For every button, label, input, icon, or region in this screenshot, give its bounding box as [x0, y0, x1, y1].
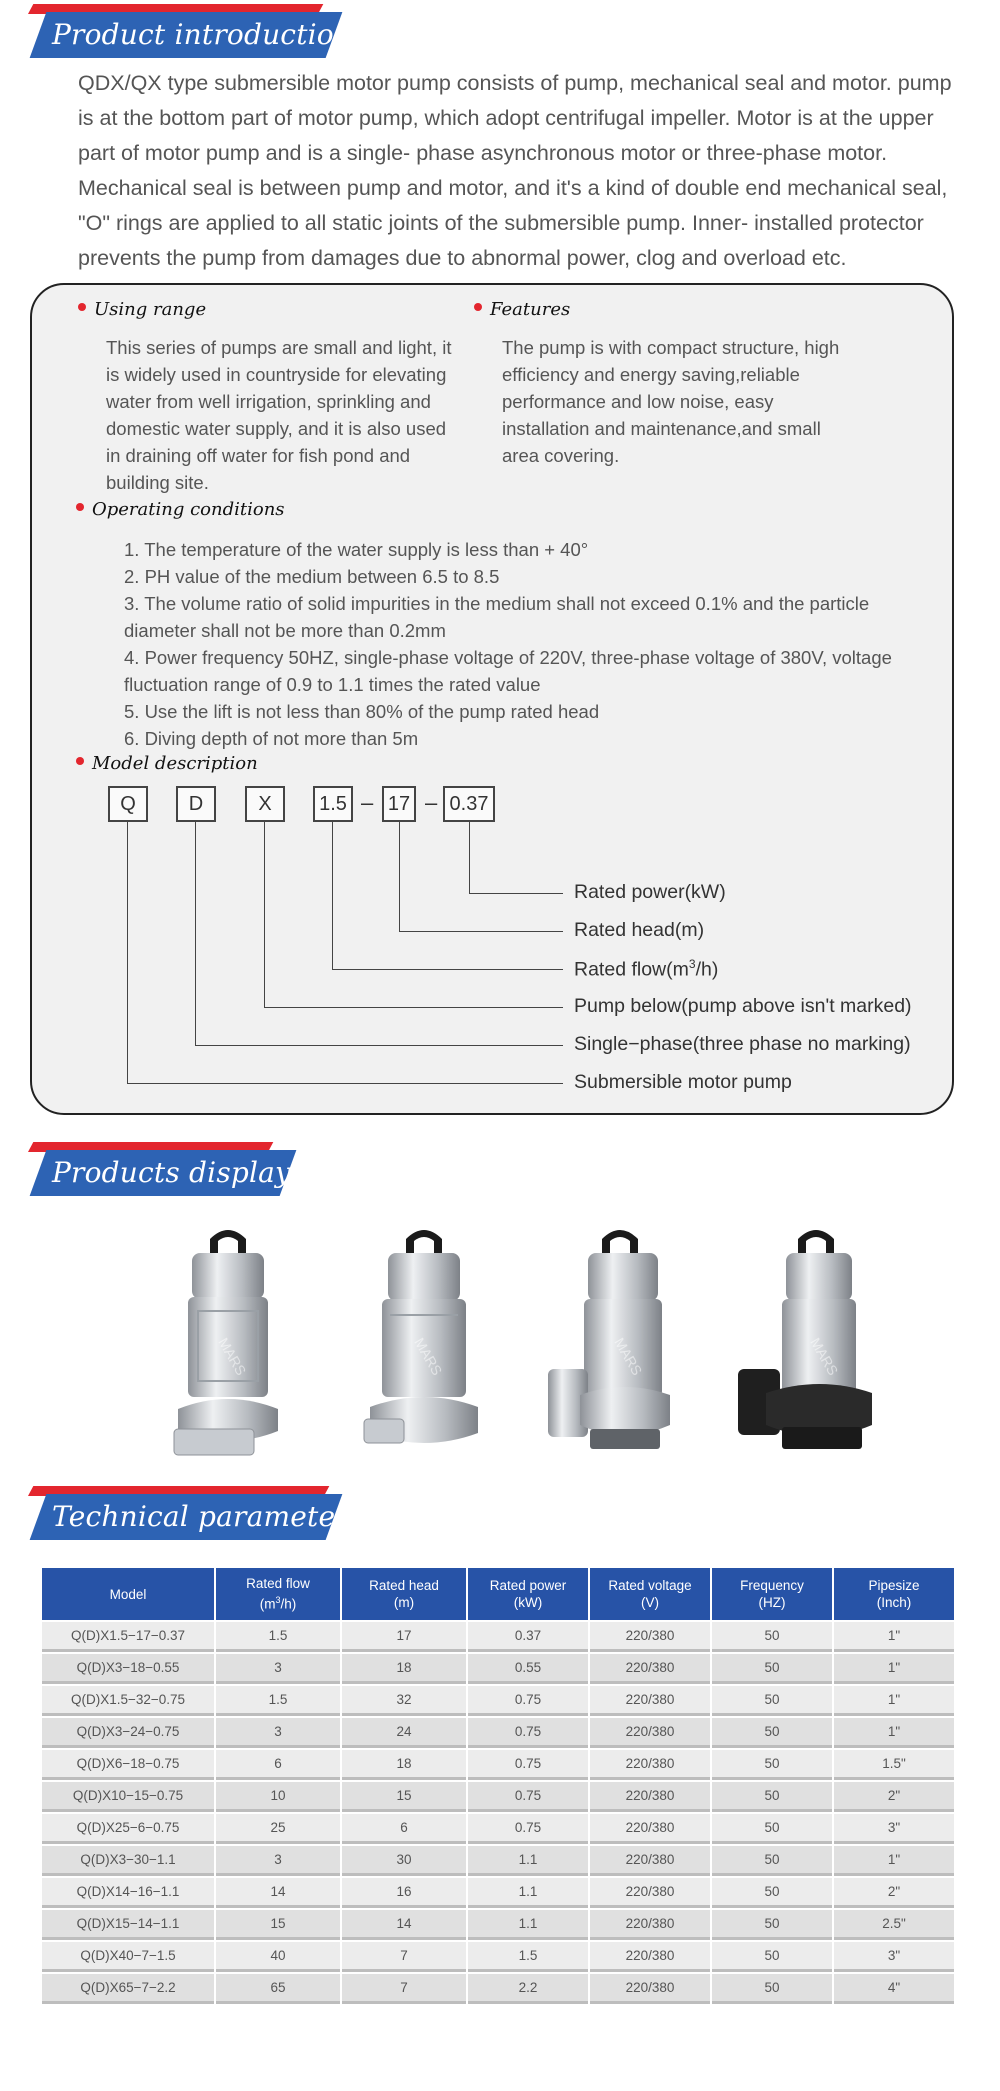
table-cell: 1.5 [468, 1942, 588, 1972]
features-text: The pump is with compact structure, high efficiency and energy saving,reliable performance and low noise, easy installation and maintenance,and small area covering. [502, 337, 840, 466]
table-row [42, 1622, 954, 1652]
table-cell: 0.55 [468, 1654, 588, 1684]
connector-line [264, 822, 265, 1008]
table-row [42, 1814, 954, 1844]
table-cell: Q(D)X1.5−17−0.37 [42, 1622, 214, 1652]
label-rated-head: Rated head(m) [574, 919, 705, 941]
table-cell: 0.75 [468, 1814, 588, 1844]
table-row [42, 1942, 954, 1972]
section-header-products-display [28, 1142, 328, 1200]
watermark-text: MARS [611, 1334, 646, 1379]
table-cell: Q(D)X65−7−2.2 [42, 1974, 214, 2004]
table-cell: 25 [216, 1814, 340, 1844]
table-cell: 50 [712, 1686, 832, 1716]
table-cell: 7 [342, 1974, 466, 2004]
table-cell: 220/380 [590, 1942, 710, 1972]
table-cell: Q(D)X3−18−0.55 [42, 1654, 214, 1684]
section-header-product-introduction [28, 4, 353, 62]
table-cell: 14 [342, 1910, 466, 1940]
col-header-power: Rated power (kW) [468, 1568, 588, 1620]
col-header-voltage: Rated voltage (V) [590, 1568, 710, 1620]
pump-illustration [344, 1219, 504, 1469]
table-row [42, 1878, 954, 1908]
table-cell: 17 [342, 1622, 466, 1652]
bullet-dot-icon [76, 503, 84, 511]
table-cell: 1.1 [468, 1878, 588, 1908]
pump-illustration [540, 1219, 700, 1469]
condition-item: 6. Diving depth of not more than 5m [124, 728, 419, 749]
code-box-head: 17 [382, 786, 416, 822]
table-cell: 50 [712, 1654, 832, 1684]
col-header-frequency: Frequency (HZ) [712, 1568, 832, 1620]
table-cell: 3 [216, 1846, 340, 1876]
pump-illustration [148, 1219, 308, 1469]
table-cell: Q(D)X40−7−1.5 [42, 1942, 214, 1972]
table-row [42, 1654, 954, 1684]
condition-item: 4. Power frequency 50HZ, single-phase voltage of 220V, three-phase voltage of 380V, voltage fluctuation range of 0.9 to 1.1 times the rated value [124, 647, 892, 695]
table-cell: 1.1 [468, 1910, 588, 1940]
bullet-dot-icon [474, 303, 482, 311]
table-cell: 220/380 [590, 1782, 710, 1812]
condition-item: 3. The volume ratio of solid impurities in the medium shall not exceed 0.1% and the particle diameter shall not be more than 0.2mm [124, 593, 870, 641]
section-title: Product introduction [52, 18, 353, 51]
watermark-text: MARS [411, 1334, 446, 1379]
product-image-3 [540, 1219, 700, 1469]
table-row [42, 1718, 954, 1748]
table-cell: Q(D)X14−16−1.1 [42, 1878, 214, 1908]
features-heading: Features [474, 299, 570, 320]
table-cell: 1.5 [216, 1622, 340, 1652]
label-submersible: Submersible motor pump [574, 1071, 792, 1093]
table-cell: 0.75 [468, 1718, 588, 1748]
table-cell: Q(D)X3−24−0.75 [42, 1718, 214, 1748]
table-cell: 220/380 [590, 1846, 710, 1876]
table-cell: 6 [342, 1814, 466, 1844]
table-cell: 1.5" [834, 1750, 954, 1780]
table-cell: 15 [216, 1910, 340, 1940]
table-row [42, 1910, 954, 1940]
connector-line [469, 893, 563, 894]
col-header-flow: Rated flow $(m^3/h)$ [216, 1568, 340, 1620]
table-cell: 18 [342, 1750, 466, 1780]
table-row [42, 1782, 954, 1812]
code-box-d: D [176, 786, 216, 822]
table-cell: 50 [712, 1718, 832, 1748]
table-cell: 6 [216, 1750, 340, 1780]
table-header-row [42, 1568, 954, 1620]
connector-line [332, 822, 333, 970]
section-title: Products display [52, 1156, 292, 1189]
col-header-pipesize: Pipesize (Inch) [834, 1568, 954, 1620]
table-cell: 1.1 [468, 1846, 588, 1876]
connector-line [399, 822, 400, 932]
product-image-1 [148, 1219, 308, 1469]
connector-line [399, 931, 563, 932]
table-cell: 15 [342, 1782, 466, 1812]
table-cell: 30 [342, 1846, 466, 1876]
condition-item: 1. The temperature of the water supply is less than + 40° [124, 539, 589, 560]
table-cell: 3" [834, 1942, 954, 1972]
label-pump-below: Pump below(pump above isn't marked) [574, 995, 912, 1017]
table-cell: 65 [216, 1974, 340, 2004]
table-cell: Q(D)X6−18−0.75 [42, 1750, 214, 1780]
table-cell: 2" [834, 1878, 954, 1908]
table-cell: 3 [216, 1718, 340, 1748]
table-cell: 1" [834, 1846, 954, 1876]
product-image-2 [344, 1219, 504, 1469]
section-header-technical-parameters [28, 1486, 364, 1544]
table-cell: 220/380 [590, 1686, 710, 1716]
table-cell: 220/380 [590, 1878, 710, 1908]
col-header-model: Model [42, 1568, 214, 1620]
table-cell: 2.5" [834, 1910, 954, 1940]
table-cell: 2" [834, 1782, 954, 1812]
code-box-q: Q [108, 786, 148, 822]
connector-line [264, 1007, 563, 1008]
table-cell: 220/380 [590, 1974, 710, 2004]
connector-line [127, 1083, 563, 1084]
connector-line [332, 969, 563, 970]
table-body [42, 1622, 954, 2004]
operating-conditions-heading: Operating conditions [76, 499, 285, 520]
code-box-x: X [245, 786, 285, 822]
condition-item: 2. PH value of the medium between 6.5 to 8.5 [124, 566, 500, 587]
product-image-4 [736, 1219, 896, 1469]
table-cell: 7 [342, 1942, 466, 1972]
table-cell: 3 [216, 1654, 340, 1684]
table-cell: 0.37 [468, 1622, 588, 1652]
table-cell: 220/380 [590, 1750, 710, 1780]
label-rated-power: Rated power(kW) [574, 881, 726, 903]
intro-paragraph: QDX/QX type submersible motor pump consists of pump, mechanical seal and motor. pump is at the bottom part of motor pump, which adopt centrifugal impeller. Motor is at the upper part of motor pump and is a single- phase asynchronous motor or three-phase motor. Mechanical seal is between pump and motor, and it's a kind of double end mechanical seal, "O" rings are applied to all static joints of the submersible pump. Inner- installed protector prevents the pump from damages due to abnormal power, clog and overload etc. [78, 71, 952, 270]
connector-line [195, 822, 196, 1046]
table-cell: 220/380 [590, 1654, 710, 1684]
table-cell: 220/380 [590, 1622, 710, 1652]
pump-illustration [736, 1219, 896, 1469]
table-cell: 220/380 [590, 1910, 710, 1940]
table-cell: 50 [712, 1878, 832, 1908]
operating-conditions-list [124, 536, 934, 752]
bullet-dot-icon [78, 303, 86, 311]
code-box-flow: 1.5 [313, 786, 353, 822]
connector-line [195, 1045, 563, 1046]
table-cell: Q(D)X15−14−1.1 [42, 1910, 214, 1940]
using-range-text: This series of pumps are small and light, it is widely used in countryside for elevating water from well irrigation, sprinkling and domestic water supply, and it is also used in draining off water for fish pond and building site. [106, 337, 452, 493]
table-cell: Q(D)X25−6−0.75 [42, 1814, 214, 1844]
table-cell: 0.75 [468, 1750, 588, 1780]
watermark-text: MARS [807, 1334, 842, 1379]
connector-line [127, 822, 128, 1084]
label-single-phase: Single−phase(three phase no marking) [574, 1033, 911, 1055]
table-cell: 24 [342, 1718, 466, 1748]
table-cell: 0.75 [468, 1782, 588, 1812]
table-cell: 50 [712, 1782, 832, 1812]
table-cell: Q(D)X10−15−0.75 [42, 1782, 214, 1812]
table-cell: 1" [834, 1622, 954, 1652]
table-cell: 50 [712, 1974, 832, 2004]
model-description-heading: Model description [76, 753, 258, 774]
table-cell: 50 [712, 1942, 832, 1972]
label-rated-flow: Rated $flow(m^3/h)$ [574, 957, 719, 981]
watermark-text: MARS [215, 1334, 250, 1379]
table-cell: 1.5 [216, 1686, 340, 1716]
table-cell: Q(D)X3−30−1.1 [42, 1846, 214, 1876]
table-cell: 18 [342, 1654, 466, 1684]
using-range-heading: Using range [78, 299, 206, 320]
table-cell: 32 [342, 1686, 466, 1716]
table-cell: 1" [834, 1718, 954, 1748]
condition-item: 5. Use the lift is not less than 80% of the pump rated head [124, 701, 600, 722]
table-cell: 50 [712, 1910, 832, 1940]
connector-line [469, 822, 470, 894]
table-row [42, 1686, 954, 1716]
table-cell: Q(D)X1.5−32−0.75 [42, 1686, 214, 1716]
col-header-head: Rated head (m) [342, 1568, 466, 1620]
table-row [42, 1974, 954, 2004]
table-cell: 0.75 [468, 1686, 588, 1716]
table-cell: 50 [712, 1622, 832, 1652]
table-cell: 1" [834, 1686, 954, 1716]
table-cell: 16 [342, 1878, 466, 1908]
code-dash: – [361, 790, 374, 815]
table-cell: 4" [834, 1974, 954, 2004]
table-cell: 14 [216, 1878, 340, 1908]
code-dash: – [425, 790, 438, 815]
table-cell: 2.2 [468, 1974, 588, 2004]
table-cell: 50 [712, 1814, 832, 1844]
code-box-power: 0.37 [443, 786, 495, 822]
table-cell: 3" [834, 1814, 954, 1844]
table-cell: 10 [216, 1782, 340, 1812]
table-row [42, 1846, 954, 1876]
bullet-dot-icon [76, 757, 84, 765]
table-cell: 220/380 [590, 1814, 710, 1844]
table-cell: 50 [712, 1750, 832, 1780]
table-cell: 220/380 [590, 1718, 710, 1748]
table-cell: 40 [216, 1942, 340, 1972]
info-panel [30, 283, 954, 1115]
technical-parameters-table [40, 1566, 956, 2006]
table-row [42, 1750, 954, 1780]
section-title: Technical parameters [52, 1500, 364, 1533]
table-cell: 1" [834, 1654, 954, 1684]
table-cell: 50 [712, 1846, 832, 1876]
